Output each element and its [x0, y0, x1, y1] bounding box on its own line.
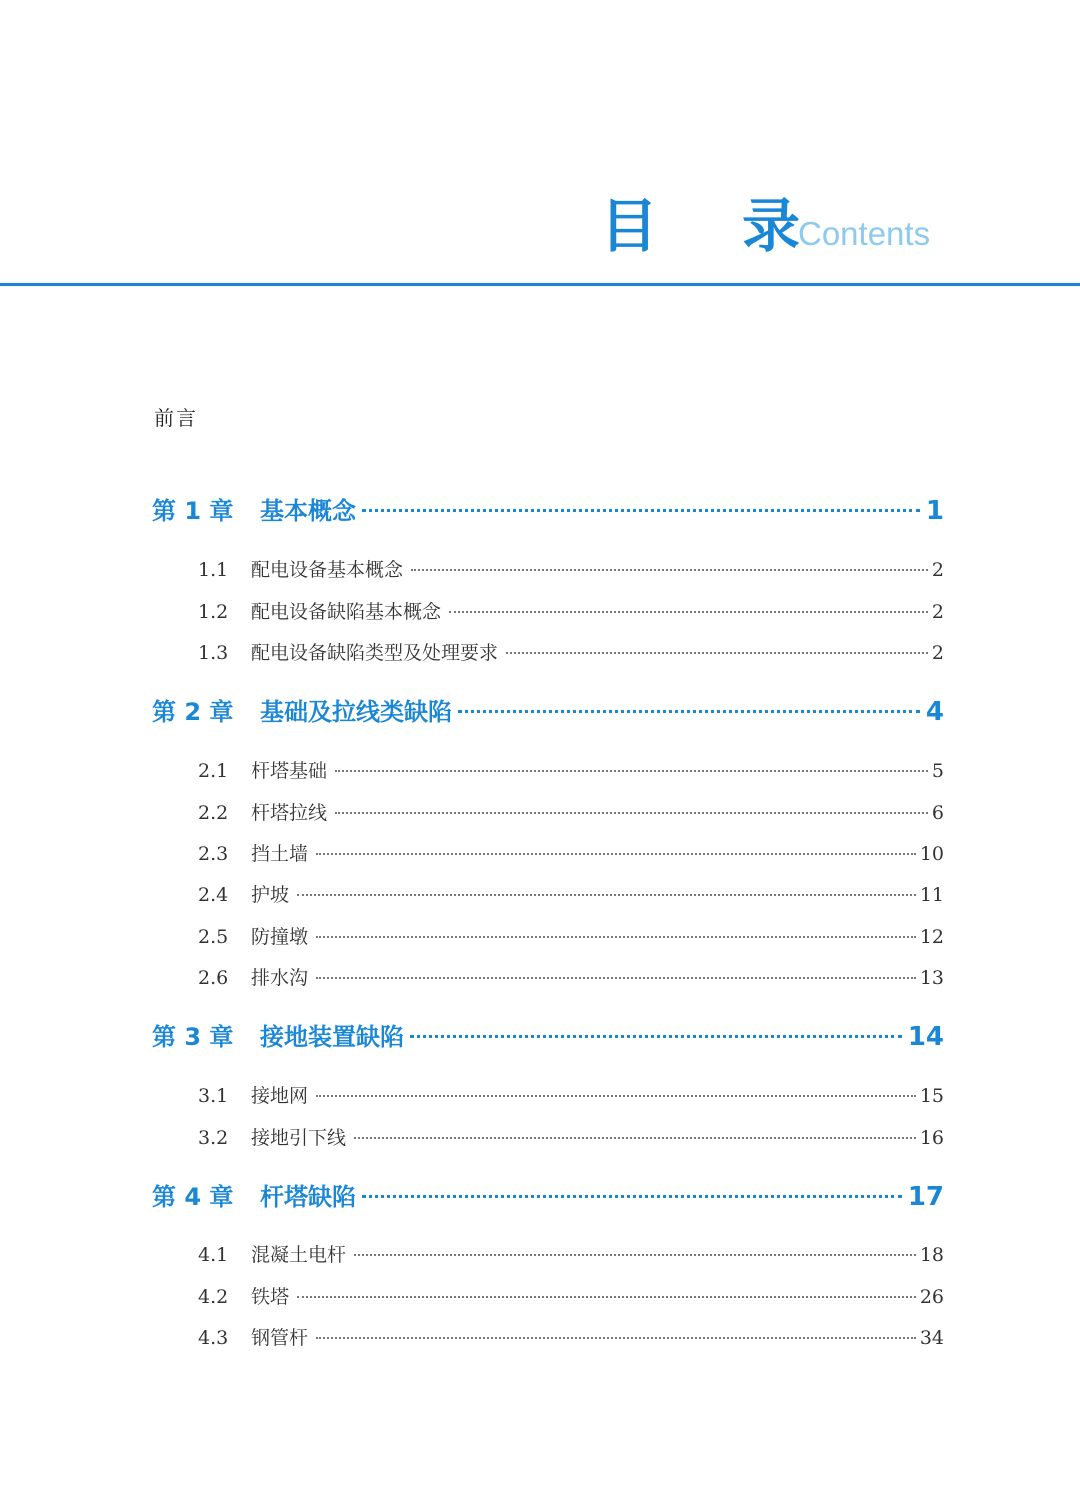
section-number: 4.3 — [198, 1327, 229, 1349]
section-title: 接地网 — [251, 1085, 309, 1107]
page-number: 2 — [931, 559, 944, 581]
section-number: 1.1 — [198, 559, 229, 581]
section-number: 2.1 — [198, 760, 229, 782]
dot-leader — [316, 936, 916, 938]
toc-section-entry[interactable] — [152, 839, 944, 866]
dot-leader — [316, 1337, 916, 1339]
toc-section-entry[interactable] — [152, 880, 944, 907]
page-number: 10 — [919, 843, 944, 865]
page-number: 6 — [931, 802, 944, 824]
section-number: 2.2 — [198, 802, 229, 824]
page-header — [0, 0, 1080, 286]
section-number: 2.5 — [198, 926, 229, 948]
toc-section-entry[interactable] — [152, 555, 944, 582]
toc-chapter-entry[interactable] — [152, 692, 944, 727]
dot-leader — [354, 1254, 916, 1256]
chapter-number: 第 1 章 — [152, 497, 234, 525]
chapter-title: 基础及拉线类缺陷 — [260, 698, 452, 726]
chapter-number: 第 2 章 — [152, 698, 234, 726]
title-char-1: 目 — [600, 192, 659, 260]
page-number: 18 — [919, 1244, 944, 1266]
section-number: 3.2 — [198, 1127, 229, 1149]
dot-leader — [458, 710, 920, 713]
page-number: 34 — [919, 1327, 944, 1349]
toc-section-entry[interactable] — [152, 922, 944, 949]
section-title: 配电设备缺陷类型及处理要求 — [251, 642, 499, 664]
section-title: 挡土墙 — [251, 843, 309, 865]
page-number: 16 — [919, 1127, 944, 1149]
page-number: 15 — [919, 1085, 944, 1107]
header-divider — [0, 283, 1080, 286]
page-number: 5 — [931, 760, 944, 782]
toc-section-entry[interactable] — [152, 798, 944, 825]
section-number: 1.3 — [198, 642, 229, 664]
toc-chapter-entry[interactable] — [152, 1177, 944, 1212]
page-number: 2 — [931, 601, 944, 623]
page-number: 17 — [907, 1182, 944, 1212]
section-title: 钢管杆 — [251, 1327, 309, 1349]
dot-leader — [297, 894, 916, 896]
toc-section-entry[interactable] — [152, 1282, 944, 1309]
toc-section-entry[interactable] — [152, 756, 944, 783]
section-title: 接地引下线 — [251, 1127, 347, 1149]
toc-section-entry[interactable] — [152, 1081, 944, 1108]
dot-leader — [411, 569, 928, 571]
section-title: 铁塔 — [251, 1286, 290, 1308]
dot-leader — [506, 652, 928, 654]
dot-leader — [316, 853, 916, 855]
toc-section-entry[interactable] — [152, 597, 944, 624]
dot-leader — [449, 611, 928, 613]
chapter-number: 第 4 章 — [152, 1183, 234, 1211]
page-title — [600, 188, 800, 264]
dot-leader — [316, 1095, 916, 1097]
section-title: 护坡 — [251, 884, 290, 906]
dot-leader — [297, 1296, 916, 1298]
toc-section-entry[interactable] — [152, 638, 944, 665]
section-number: 2.6 — [198, 967, 229, 989]
section-title: 配电设备基本概念 — [251, 559, 404, 581]
toc-section-entry[interactable] — [152, 1240, 944, 1267]
title-char-2: 录 — [741, 192, 800, 260]
toc-section-entry[interactable] — [152, 963, 944, 990]
chapter-title: 接地装置缺陷 — [260, 1023, 404, 1051]
toc-chapter-entry[interactable] — [152, 491, 944, 526]
dot-leader — [362, 509, 920, 512]
dot-leader — [362, 1195, 902, 1198]
page-number: 13 — [919, 967, 944, 989]
page-number: 11 — [919, 884, 944, 906]
page-number: 2 — [931, 642, 944, 664]
section-title: 杆塔基础 — [251, 760, 328, 782]
dot-leader — [335, 812, 928, 814]
page-title-english: Contents — [798, 215, 931, 252]
dot-leader — [335, 770, 928, 772]
section-number: 3.1 — [198, 1085, 229, 1107]
section-title: 防撞墩 — [251, 926, 309, 948]
dot-leader — [410, 1035, 902, 1038]
chapter-title: 基本概念 — [260, 497, 356, 525]
toc-section-entry[interactable] — [152, 1323, 944, 1350]
section-title: 混凝土电杆 — [251, 1244, 347, 1266]
section-number: 1.2 — [198, 601, 229, 623]
section-number: 2.4 — [198, 884, 229, 906]
toc-chapter-entry[interactable] — [152, 1017, 944, 1052]
page-number: 26 — [919, 1286, 944, 1308]
toc-section-entry[interactable] — [152, 1123, 944, 1150]
section-number: 4.1 — [198, 1244, 229, 1266]
dot-leader — [316, 977, 916, 979]
page-number: 4 — [925, 697, 944, 727]
page-number: 14 — [907, 1022, 944, 1052]
toc-preface-link[interactable]: 前言 — [154, 406, 198, 430]
page-number: 12 — [919, 926, 944, 948]
section-title: 配电设备缺陷基本概念 — [251, 601, 442, 623]
page-number: 1 — [925, 496, 944, 526]
section-number: 4.2 — [198, 1286, 229, 1308]
chapter-number: 第 3 章 — [152, 1023, 234, 1051]
section-title: 杆塔拉线 — [251, 802, 328, 824]
section-number: 2.3 — [198, 843, 229, 865]
dot-leader — [354, 1137, 916, 1139]
section-title: 排水沟 — [251, 967, 309, 989]
chapter-title: 杆塔缺陷 — [260, 1183, 356, 1211]
